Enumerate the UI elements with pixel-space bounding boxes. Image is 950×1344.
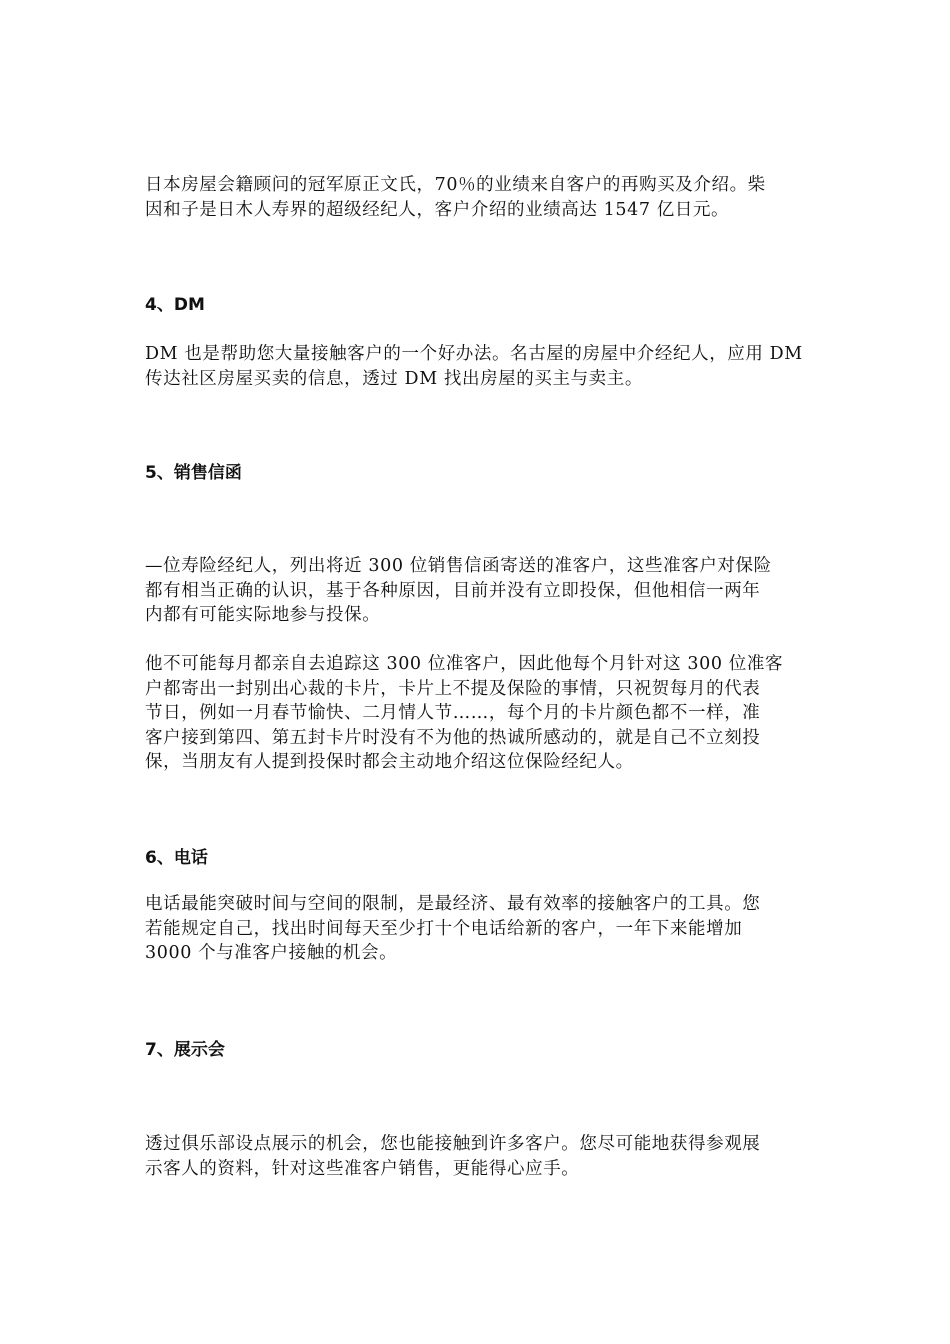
text-line: 3000 个与准客户接触的机会。 xyxy=(145,943,398,963)
text-line: 因和子是日木人寿界的超级经纪人，客户介绍的业绩高达 1547 亿日元。 xyxy=(145,199,730,220)
text-line: 电话最能突破时间与空间的限制，是最经济、最有效率的接触客户的工具。您 xyxy=(145,894,761,914)
text-line: 日本房屋会籍顾问的冠军原正文氏，70％的业绩来自客户的再购买及介绍。柴 xyxy=(145,175,766,195)
text-line: 节日，例如一月春节愉快、二月情人节……，每个月的卡片颜色都不一样，准 xyxy=(145,703,761,723)
paragraph-dm xyxy=(145,342,810,391)
text-line: 他不可能每月都亲自去追踪这 300 位准客户，因此他每个月针对这 300 位准客 xyxy=(145,654,784,674)
paragraph-sales-letters-1 xyxy=(145,554,810,628)
text-line: —位寿险经纪人，列出将近 300 位销售信函寄送的准客户，这些准客户对保险 xyxy=(145,556,772,576)
section-heading-dm: 4、DM xyxy=(145,295,205,315)
text-line: 客户接到第四、第五封卡片时没有不为他的热诚所感动的，就是自己不立刻投 xyxy=(145,727,761,748)
paragraph-exhibition xyxy=(145,1132,810,1181)
text-line: 若能规定自己，找出时间每天至少打十个电话给新的客户，一年下来能增加 xyxy=(145,918,743,939)
text-line: DM 也是帮助您大量接触客户的一个好办法。名古屋的房屋中介经纪人，应用 DM xyxy=(145,344,803,364)
text-line: 示客人的资料，针对这些准客户销售，更能得心应手。 xyxy=(145,1158,580,1179)
text-line: 都有相当正确的认识，基于各种原因，目前并没有立即投保，但他相信一两年 xyxy=(145,580,761,601)
text-line: 透过俱乐部设点展示的机会，您也能接触到许多客户。您尽可能地获得参观展 xyxy=(145,1134,761,1154)
section-heading-sales-letters: 5、销售信函 xyxy=(145,463,242,483)
section-heading-exhibition: 7、展示会 xyxy=(145,1040,225,1060)
text-line: 保，当朋友有人提到投保时都会主动地介绍这位保险经纪人。 xyxy=(145,752,634,772)
paragraph-sales-letters-2 xyxy=(145,652,810,775)
paragraph-phone xyxy=(145,892,810,966)
text-line: 内都有可能实际地参与投保。 xyxy=(145,605,381,625)
text-line: 传达社区房屋买卖的信息，透过 DM 找出房屋的买主与卖主。 xyxy=(145,368,643,389)
text-line: 户都寄出一封别出心裁的卡片，卡片上不提及保险的事情，只祝贺每月的代表 xyxy=(145,678,761,699)
paragraph-referrals xyxy=(145,173,810,222)
section-heading-phone: 6、电话 xyxy=(145,848,208,868)
